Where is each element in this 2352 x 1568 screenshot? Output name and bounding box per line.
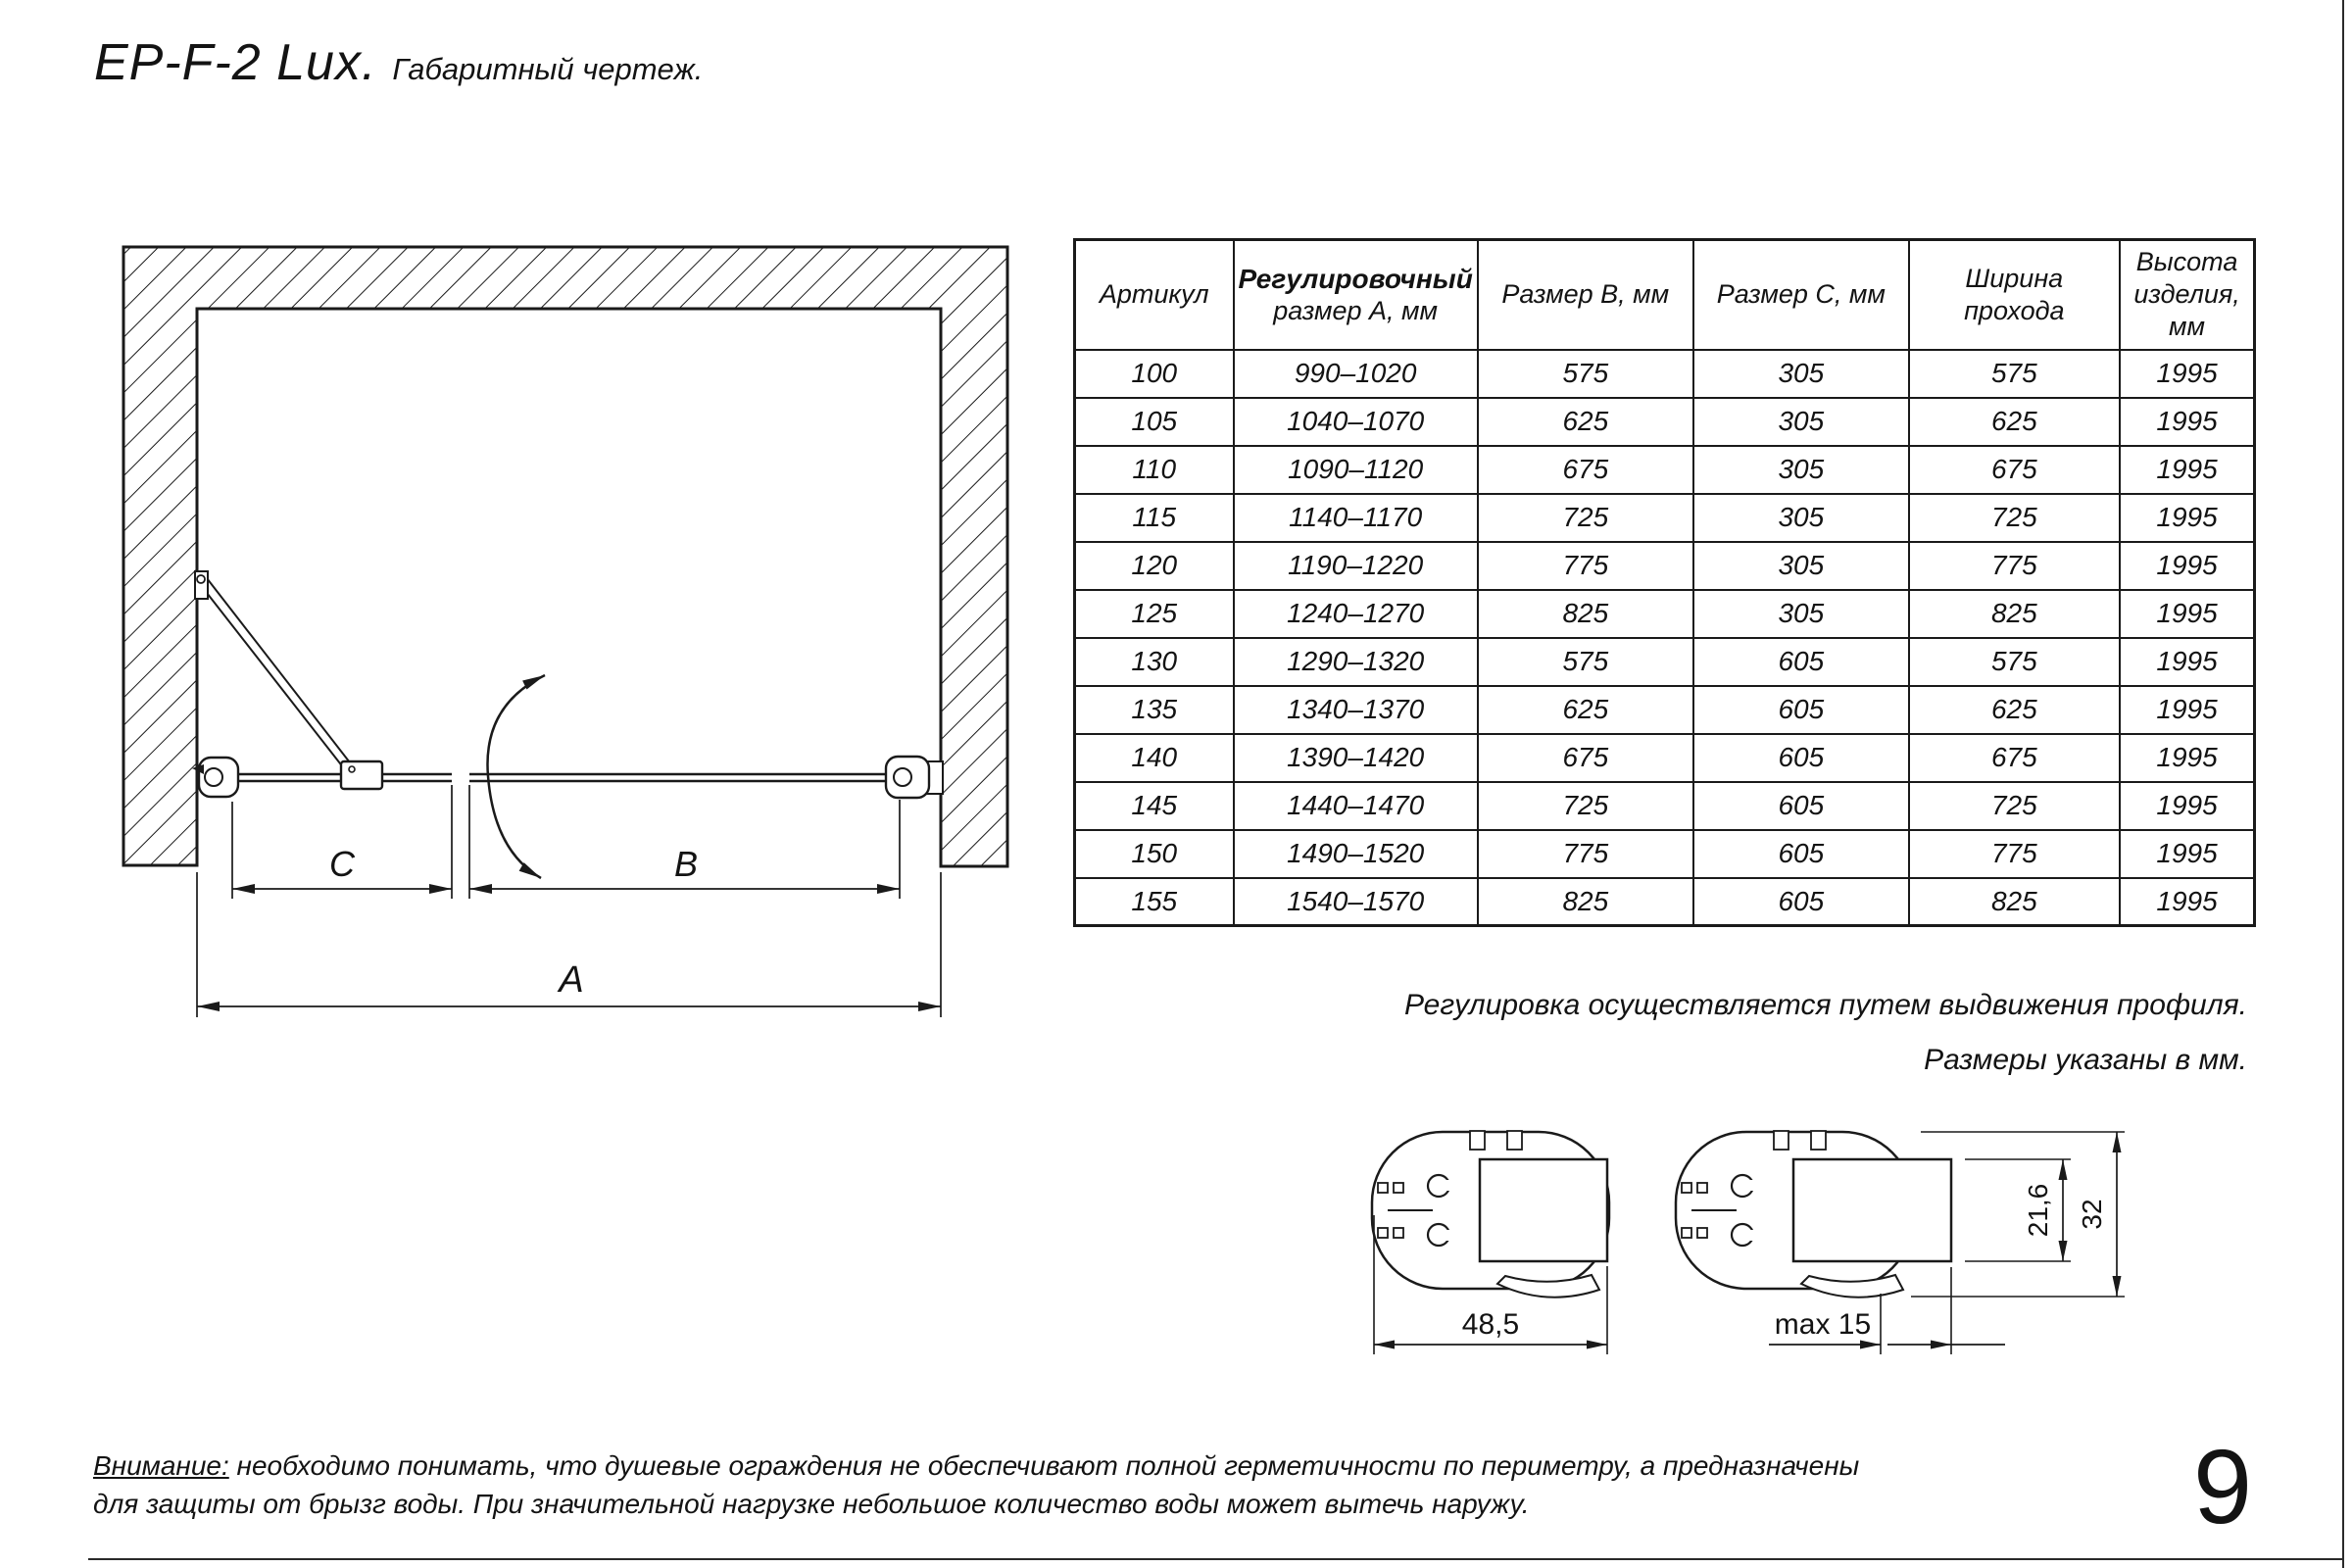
table-cell: 305 — [1693, 542, 1909, 590]
right-wall-profile — [886, 757, 943, 798]
profile-section-extended — [1676, 1131, 1951, 1298]
table-cell: 1995 — [2120, 782, 2255, 830]
table-cell: 1995 — [2120, 734, 2255, 782]
warning-line-1 — [93, 1446, 1859, 1485]
table-cell: 725 — [1478, 782, 1693, 830]
dimension-c — [232, 844, 452, 889]
table-cell: 825 — [1909, 590, 2120, 638]
table-cell: 125 — [1075, 590, 1234, 638]
page-border-right — [2342, 0, 2344, 1568]
col-pass-width: Ширина прохода — [1909, 240, 2120, 350]
left-wall-profile — [192, 758, 238, 797]
table-cell: 1995 — [2120, 638, 2255, 686]
table-cell: 305 — [1693, 350, 1909, 398]
page-title — [94, 33, 703, 92]
table-cell: 110 — [1075, 446, 1234, 494]
table-cell: 990–1020 — [1234, 350, 1478, 398]
table-row — [1075, 446, 2255, 494]
table-cell: 775 — [1909, 830, 2120, 878]
table-row — [1075, 494, 2255, 542]
model-name: EP-F-2 Lux. — [94, 34, 377, 91]
table-cell: 1340–1370 — [1234, 686, 1478, 734]
table-cell: 1090–1120 — [1234, 446, 1478, 494]
table-row — [1075, 782, 2255, 830]
support-bar — [195, 571, 382, 789]
table-cell: 1490–1520 — [1234, 830, 1478, 878]
table-cell: 1390–1420 — [1234, 734, 1478, 782]
table-cell: 305 — [1693, 494, 1909, 542]
table-cell: 725 — [1909, 494, 2120, 542]
table-cell: 625 — [1909, 398, 2120, 446]
table-cell: 1190–1220 — [1234, 542, 1478, 590]
note-line-1: Регулировка осуществляется путем выдвижения профиля. — [1403, 989, 2247, 1021]
table-cell: 775 — [1478, 542, 1693, 590]
table-cell: 1995 — [2120, 494, 2255, 542]
page-number: 9 — [2193, 1427, 2253, 1545]
drawing-type-label: Габаритный чертеж. — [392, 52, 704, 86]
warning-text — [93, 1446, 1859, 1523]
table-cell: 305 — [1693, 446, 1909, 494]
table-cell: 145 — [1075, 782, 1234, 830]
dim-48-5-label: 48,5 — [1461, 1308, 1520, 1341]
table-row — [1075, 686, 2255, 734]
dim-b-label: B — [673, 844, 699, 884]
table-cell: 1995 — [2120, 542, 2255, 590]
spec-table — [1073, 238, 2256, 927]
table-cell: 135 — [1075, 686, 1234, 734]
table-cell: 150 — [1075, 830, 1234, 878]
table-row — [1075, 542, 2255, 590]
table-cell: 1995 — [2120, 350, 2255, 398]
warning-line-2: для защиты от брызг воды. При значительной нагрузке небольшое количество воды может вытечь наружу. — [93, 1489, 1530, 1519]
table-cell: 1140–1170 — [1234, 494, 1478, 542]
profile-section-closed — [1372, 1131, 1609, 1298]
table-cell: 140 — [1075, 734, 1234, 782]
table-cell: 605 — [1693, 686, 1909, 734]
table-header — [1075, 240, 2255, 350]
table-cell: 625 — [1478, 686, 1693, 734]
table-cell: 775 — [1478, 830, 1693, 878]
table-row — [1075, 734, 2255, 782]
table-row — [1075, 638, 2255, 686]
table-cell: 1440–1470 — [1234, 782, 1478, 830]
table-row — [1075, 590, 2255, 638]
dim-max-15-label: max 15 — [1774, 1308, 1872, 1341]
dim-21-6-label: 21,6 — [2023, 1183, 2053, 1238]
table-cell: 130 — [1075, 638, 1234, 686]
page-border-bottom — [88, 1558, 2344, 1560]
table-cell: 1995 — [2120, 686, 2255, 734]
table-cell: 105 — [1075, 398, 1234, 446]
table-cell: 575 — [1478, 638, 1693, 686]
note-line-2: Размеры указаны в мм. — [1924, 1044, 2247, 1076]
table-cell: 605 — [1693, 734, 1909, 782]
dimension-b — [469, 844, 900, 889]
warning-label: Внимание: — [93, 1450, 229, 1481]
table-cell: 575 — [1478, 350, 1693, 398]
table-cell: 675 — [1478, 734, 1693, 782]
table-cell: 305 — [1693, 590, 1909, 638]
table-cell: 625 — [1909, 686, 2120, 734]
table-body — [1075, 350, 2255, 926]
table-cell: 305 — [1693, 398, 1909, 446]
table-cell: 675 — [1909, 734, 2120, 782]
table-cell: 605 — [1693, 878, 1909, 926]
table-cell: 1995 — [2120, 830, 2255, 878]
table-cell: 605 — [1693, 782, 1909, 830]
table-cell: 1040–1070 — [1234, 398, 1478, 446]
table-cell: 155 — [1075, 878, 1234, 926]
table-cell: 725 — [1909, 782, 2120, 830]
table-cell: 825 — [1909, 878, 2120, 926]
dim-c-label: C — [329, 844, 355, 884]
table-row — [1075, 398, 2255, 446]
table-cell: 605 — [1693, 830, 1909, 878]
col-size-a: Регулировочный размер А, мм — [1234, 240, 1478, 350]
warning-line-1-rest: необходимо понимать, что душевые ограждения не обеспечивают полной герметичности по периметру, а предназначены — [228, 1450, 1860, 1481]
table-cell: 775 — [1909, 542, 2120, 590]
table-cell: 675 — [1909, 446, 2120, 494]
table-cell: 1995 — [2120, 878, 2255, 926]
col-product-height: Высота изделия, мм — [2120, 240, 2255, 350]
table-cell: 120 — [1075, 542, 1234, 590]
table-cell: 1540–1570 — [1234, 878, 1478, 926]
dim-a-label: A — [559, 959, 584, 1001]
table-cell: 1240–1270 — [1234, 590, 1478, 638]
table-cell: 575 — [1909, 638, 2120, 686]
dimension-a — [197, 959, 941, 1006]
dimension-channel-height — [1965, 1159, 2071, 1261]
dim-32-label: 32 — [2077, 1199, 2107, 1230]
table-row — [1075, 350, 2255, 398]
table-cell: 100 — [1075, 350, 1234, 398]
plan-drawing — [98, 196, 1029, 1039]
table-cell: 1995 — [2120, 446, 2255, 494]
profile-sections — [1333, 1068, 2195, 1392]
col-size-c: Размер С, мм — [1693, 240, 1909, 350]
table-cell: 575 — [1909, 350, 2120, 398]
table-cell: 825 — [1478, 590, 1693, 638]
table-cell: 625 — [1478, 398, 1693, 446]
table-cell: 825 — [1478, 878, 1693, 926]
table-cell: 1290–1320 — [1234, 638, 1478, 686]
table-cell: 675 — [1478, 446, 1693, 494]
table-cell: 605 — [1693, 638, 1909, 686]
table-cell: 115 — [1075, 494, 1234, 542]
table-row — [1075, 878, 2255, 926]
table-cell: 1995 — [2120, 398, 2255, 446]
table-cell: 725 — [1478, 494, 1693, 542]
col-size-b: Размер В, мм — [1478, 240, 1693, 350]
glass-panel-line — [197, 774, 941, 781]
table-row — [1075, 830, 2255, 878]
table-cell: 1995 — [2120, 590, 2255, 638]
col-artikul: Артикул — [1075, 240, 1234, 350]
door-swing-arc — [487, 675, 545, 878]
